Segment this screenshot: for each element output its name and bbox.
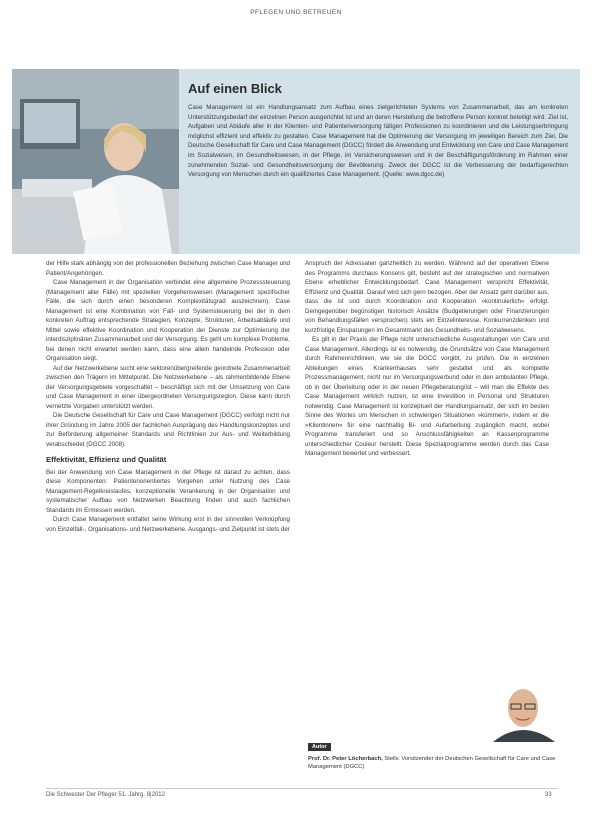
- author-role: Stellv. Vorsitzender der Deutschen Gesellschaft für Care und Case Management (DGCC): [308, 756, 556, 770]
- page-number: 33: [545, 792, 552, 798]
- footer-divider: [46, 788, 558, 789]
- box-text: Case Management ist ein Handlungsansatz zum Aufbau eines zielgerichteten Systems von Zusammenarbeit, das am konkreten Unterstützungsbedarf der einzelnen Person ausgerichtet ist und an deren Herstellung die betroffene Person konkret beteiligt wird. Ziel ist, Aufgaben und Abläufe aller in der Klienten- und Patientenversorgung tätigen Professionen zu koordinieren und die Leistungserbringung möglichst effizient und effektiv zu gestalten. Case Management hat die Optimierung der Versorgung im jeweiligen Bereich zum Ziel. Die Deutsche Gesellschaft für Care und Case Management (DGCC) fördert die Anwendung und Entwicklung von Care und Case Management im Sozialwesen, im Gesundheitswesen, in der Pflege, im Versicherungswesen und in der Beschäftigungsförderung im Rahmen einer zunehmenden Sozial- und Gesundheitsversorgung der Bevölkerung. Zweck der DGCC ist die Verbesserung der bedarfsgerechten Versorgung von Menschen durch ein qualifiziertes Case Management. (Quelle: www.dgcc.de): [188, 104, 568, 179]
- footer-publication: Die Schwester Der Pfleger 51. Jahrg. 8|2012: [46, 792, 165, 798]
- box-title: Auf einen Blick: [188, 81, 282, 96]
- left-paragraph: Bei der Anwendung von Case Management in der Pflege ist darauf zu achten, dass diese Komponenten: Patientenorientiertes Vorgehen unter Nutzung des Case Management-Regelkreislaufes, konzeptionelle Verankerung in der Organisation und systematischer Aufbau von Netzwerken Beachtung finden und auch fachlichen Standards im Ermessen werden.: [46, 468, 290, 514]
- author-name: Prof. Dr. Peter Löcherbach,: [308, 756, 383, 762]
- left-column: [46, 259, 290, 534]
- author-portrait: [483, 680, 563, 742]
- author-label: Autor: [308, 743, 331, 751]
- nurse-photo-illustration: [12, 69, 179, 254]
- left-paragraph: der Hilfe stark abhängig von der professionellen Beziehung zwischen Case Manager und Patient/Angehörigen.: [46, 260, 290, 277]
- left-paragraph: Durch Case Management entfaltet seine Wirkung erst in der sinnvollen Verknüpfung von Einzelfall-, Organisations- und Netzwerkebene. Ausgangs- und Zielpunkt ist stets der: [46, 516, 290, 533]
- right-paragraph: Es gilt in der Praxis der Pflege nicht unterschiedliche Ausgestaltungen von Care und Case Management. Allerdings ist es notwendig, die Grundsätze von Case Management durch Rahmenrichtlinien, wie sie die DGCC vorgibt, zu prüfen. Die in einzelnen Abteilungen eines Krankenhauses sehr gestaltet und als komplette Prozessmanagement, nicht nur im Versorgungsverbund oder in den ambulanten Pflege, ob in der Überleitung oder in der neuen Pflegeberatung/ist – will man die Effekte des Case Management wirklich nutzen, ist eine Investition in Personal und Strukturen notwendig. Case Management ist konzeptuell der Handlungsansatz, der sich im besten Sinne des Wortes um Menschen in schwierigen Situationen »kümmert«, indem er die »Klientinnen« für eine nachhaltig Bi- und Aufarbeitung zugänglich macht, wobei Programme transferiert und so Anschlussfähigkeiten an Kassenprogramme unterschiedlicher Couleur herstellt. Diese Spezialprogramme werden durch das Case Management bewertet und verbessert.: [305, 336, 549, 457]
- nurse-photo: [12, 69, 179, 254]
- author-credit: [308, 755, 558, 771]
- left-paragraph: Auf der Netzwerkebene sucht eine sektorenübergreifende geordnete Zusammenarbeit zwischen den Trägern im Mittelpunkt. Die Netzwerkebene – als rahmenbildende Ebene der Versorgungsgebiete vorgeschaltet – beschäftigt sich mit der Umsetzung von Care und Case Management in einer übergeordneten Versorgungsregion. Diese kann durch vernetzte Vorgaben unterstützt werden.: [46, 364, 290, 410]
- section-header: PFLEGEN UND BETREUEN: [250, 9, 342, 16]
- author-portrait-illustration: [483, 680, 563, 742]
- right-column: [305, 259, 549, 459]
- left-paragraph: Die Deutsche Gesellschaft für Care und Case Management (DGCC) verfolgt nicht nur ihrer Gründung im Jahre 2005 der fachlichen Ausprägung des Handlungskonzeptes und zur Beförderung allgemeiner Standards und Richtlinien zur Aus- und Weiterbildung verabschiedet (DGCC 2008).: [46, 412, 290, 448]
- left-paragraph: Case Management in der Organisation verbindet eine allgemeine Prozesssteuerung (Management aller Fälle) mit speziellen Vorgehensweisen (Management spezifischer Fälle, die sich durch einen besonderen Komplexitätsgrad auszeichnen). Case Management ist eine Kombination von Fall- und Systemsteuerung bei der in dem konkreten Auftrag entsprechende Strategien, Konzepte, Strukturen, Arbeitsabläufe und Mittel sowie effektive Koordination und Kooperation der Dienste zur Optimierung der interdisziplinären Zusammenarbeit und der Versorgung. Es geht um komplexe Probleme, bei denen nicht erwartet werden kann, dass eine allein handelnde Profession oder Organisation siegt.: [46, 279, 290, 362]
- right-paragraph: Anspruch der Adressaten ganzheitlich zu werden. Während auf der operativen Ebene des Programms durchaus Konsens gilt, besteht auf der strategischen und normativen Ebene erheblicher Entwicklungsbedarf. Case Management verspricht Effektivität, Effizienz und Qualität. Darauf wird sich gern bezogen. Aber der Ansatz geht darüber aus, dass die ist und durch Koordination und Kooperation »kontinuierlich« erfolgt. Demgegenüber begünstigen historisch Ansätze (Budgetierungen oder Finanzierungen von Behandlungsfällen versprochen) stets ein Einzelinteresse. Konkurrenzdenken und kurzfristige Einsparungen im Gesamtmarkt des Gesundheits- und Sozialwesens.: [305, 260, 549, 334]
- section-heading: Effektivität, Effizienz und Qualität: [46, 455, 167, 464]
